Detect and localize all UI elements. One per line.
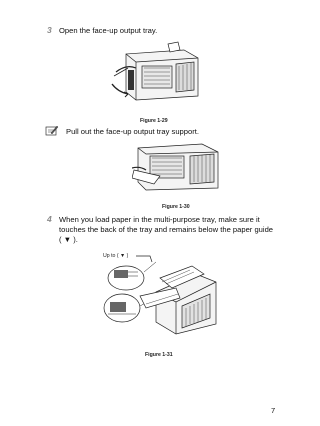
page-number: 7 — [271, 406, 276, 415]
figure-1-29-caption: Figure 1-29 — [140, 118, 168, 124]
figure-1-31-illustration — [100, 252, 220, 336]
step-number: 4 — [47, 214, 52, 224]
note-text: Pull out the face-up output tray support. — [66, 127, 199, 136]
figure-1-30-caption: Figure 1-30 — [162, 204, 190, 210]
figure-1-30-illustration — [132, 140, 224, 192]
step-4-text-line-3: ( ▼ ). — [59, 235, 78, 244]
step-3-text: Open the face-up output tray. — [59, 26, 158, 35]
step-4-text-line-1: When you load paper in the multi-purpose tray, make sure it — [59, 215, 260, 224]
figure-1-31-callout: Up to ( ▼ ) — [103, 253, 129, 259]
note-pencil-icon — [45, 125, 59, 136]
figure-1-29-illustration — [106, 40, 206, 102]
step-4-text-line-2: touches the back of the tray and remains below the paper guide — [59, 225, 274, 234]
figure-1-31-caption: Figure 1-31 — [145, 352, 173, 358]
step-number: 3 — [47, 25, 52, 35]
